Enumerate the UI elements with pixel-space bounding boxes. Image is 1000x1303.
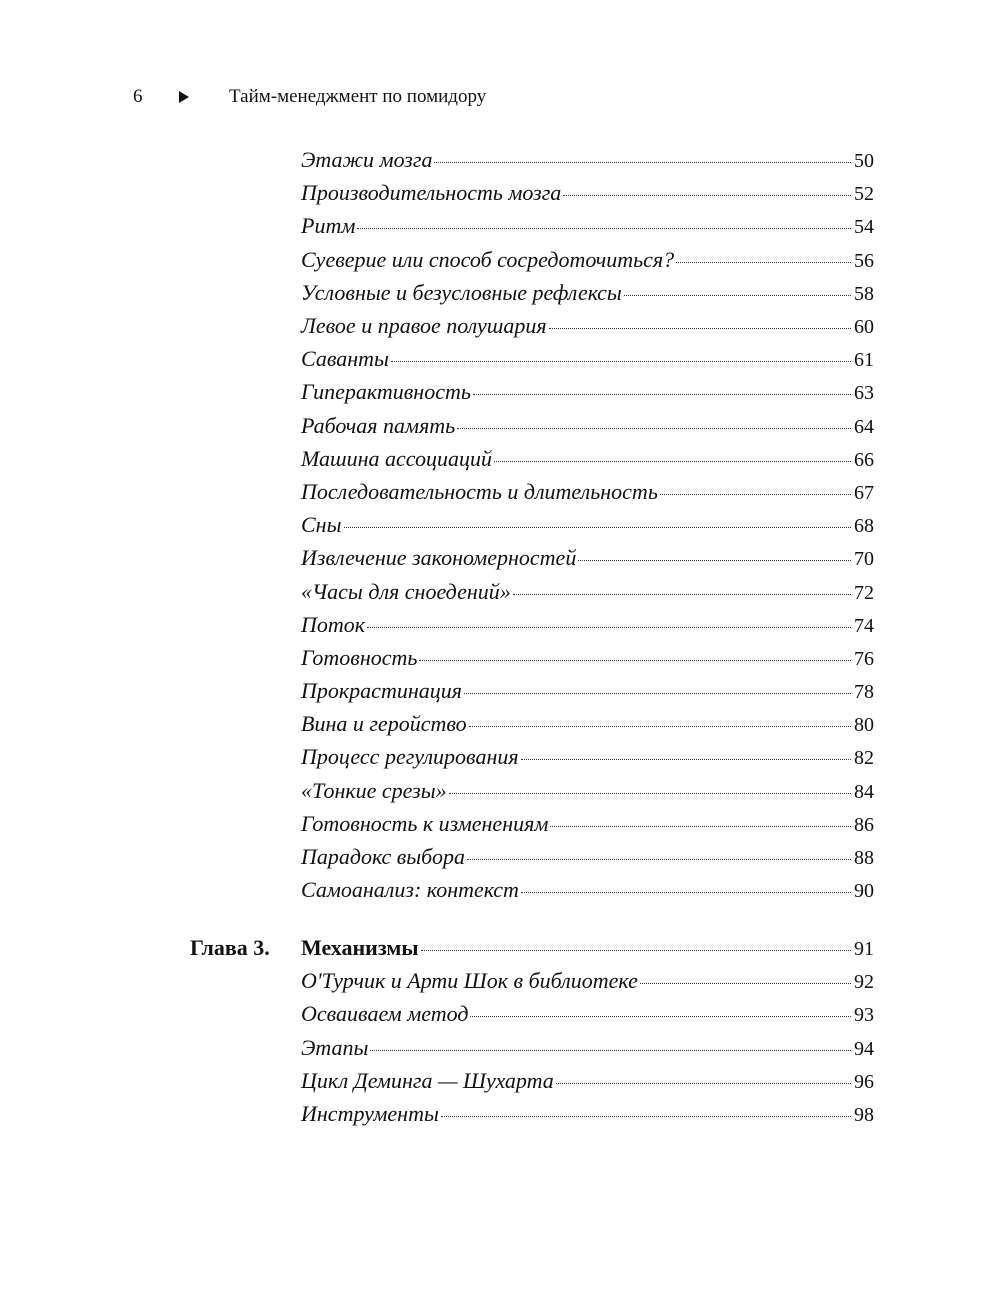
toc-entry-title: Последовательность и длительность — [301, 479, 658, 504]
toc-entry-page: 60 — [854, 316, 874, 338]
dot-leader — [370, 1050, 851, 1051]
toc-entry[interactable] — [301, 1066, 874, 1096]
dot-leader — [624, 295, 851, 296]
toc-entry[interactable] — [301, 577, 874, 607]
toc-entry-title: Готовность — [301, 645, 418, 670]
chapter-title: Механизмы — [301, 935, 419, 960]
toc-entry-page: 84 — [854, 781, 874, 803]
toc-entry[interactable] — [301, 742, 874, 772]
toc-entry-page: 94 — [854, 1038, 874, 1060]
toc-entry-page: 90 — [854, 880, 874, 902]
toc-entry-page: 70 — [854, 548, 874, 570]
dot-leader — [419, 660, 851, 661]
dot-leader — [449, 793, 851, 794]
toc-entry-page: 64 — [854, 416, 874, 438]
toc-entry-title: «Тонкие срезы» — [301, 778, 447, 803]
toc-entry[interactable] — [301, 245, 874, 275]
chapter-label: Глава 3. — [190, 935, 270, 960]
toc-entry[interactable] — [301, 999, 874, 1029]
toc-entry[interactable] — [301, 776, 874, 806]
dot-leader — [563, 195, 851, 196]
dot-leader — [457, 428, 851, 429]
toc-entry-page: 54 — [854, 216, 874, 238]
toc-entry-title: Самоанализ: контекст — [301, 877, 519, 902]
toc-entry-title: Саванты — [301, 346, 389, 371]
toc-entry[interactable] — [301, 842, 874, 872]
toc-entry-page: 88 — [854, 847, 874, 869]
toc-entry-title: Прокрастинация — [301, 678, 462, 703]
dot-leader — [513, 594, 851, 595]
toc-entry-title: Парадокс выбора — [301, 844, 465, 869]
toc-entry-title: Этажи мозга — [301, 147, 433, 172]
toc-entry-page: 82 — [854, 747, 874, 769]
running-head — [133, 86, 486, 108]
toc-entry[interactable] — [301, 344, 874, 374]
toc-entry[interactable] — [301, 178, 874, 208]
dot-leader — [521, 892, 851, 893]
toc-entry-page: 66 — [854, 449, 874, 471]
dot-leader — [473, 394, 851, 395]
toc-entry[interactable] — [301, 1099, 874, 1129]
toc-entry-page: 93 — [854, 1004, 874, 1026]
toc-entry-page: 63 — [854, 382, 874, 404]
toc-entry-title: Готовность к изменениям — [301, 811, 549, 836]
toc-entry-page: 61 — [854, 349, 874, 371]
toc-entry-page: 50 — [854, 150, 874, 172]
toc-entry[interactable] — [301, 543, 874, 573]
toc-entry[interactable] — [301, 444, 874, 474]
dot-leader — [470, 1016, 851, 1017]
book-title: Тайм-менеджмент по помидору — [229, 86, 487, 107]
toc-entry[interactable] — [301, 211, 874, 241]
toc-entry-title: Инструменты — [301, 1101, 439, 1126]
dot-leader — [434, 162, 851, 163]
toc-entry[interactable] — [301, 809, 874, 839]
dot-leader — [469, 726, 851, 727]
toc-entry-page: 86 — [854, 814, 874, 836]
toc-entry-page: 96 — [854, 1071, 874, 1093]
toc-entry-page: 56 — [854, 250, 874, 272]
toc-entry-title: Условные и безусловные рефлексы — [301, 280, 622, 305]
toc-entry[interactable] — [301, 145, 874, 175]
toc-entry-page: 58 — [854, 283, 874, 305]
toc-entry-title: Процесс регулирования — [301, 744, 519, 769]
toc-entry-page: 91 — [854, 938, 874, 960]
toc-entry-title: Ритм — [301, 213, 356, 238]
toc-entry[interactable] — [301, 477, 874, 507]
dot-leader — [467, 859, 851, 860]
toc-entry-page: 52 — [854, 183, 874, 205]
toc-entry[interactable] — [301, 610, 874, 640]
toc-entry-title: Сны — [301, 512, 342, 537]
dot-leader — [357, 228, 851, 229]
toc-entry-title: О'Турчик и Арти Шок в библиотеке — [301, 968, 638, 993]
toc-entry-page: 78 — [854, 681, 874, 703]
toc-entry[interactable] — [301, 411, 874, 441]
toc-entry-title: Рабочая память — [301, 413, 456, 438]
toc-entry-title: Цикл Деминга — Шухарта — [301, 1068, 554, 1093]
dot-leader — [367, 627, 851, 628]
toc-entry-title: Осваиваем метод — [301, 1001, 469, 1026]
toc-entry[interactable] — [301, 709, 874, 739]
toc-entry-title: Машина ассоциаций — [301, 446, 493, 471]
toc-entry-title: Производительность мозга — [301, 180, 562, 205]
toc-entry-title: «Часы для сноедений» — [301, 579, 511, 604]
dot-leader — [550, 826, 851, 827]
toc-entry-title: Извлечение закономерностей — [301, 545, 577, 570]
toc-entry-page: 72 — [854, 582, 874, 604]
toc-entry[interactable] — [301, 311, 874, 341]
dot-leader — [464, 693, 851, 694]
toc-entry[interactable] — [301, 875, 874, 905]
dot-leader — [556, 1083, 851, 1084]
toc-entry-title: Гиперактивность — [301, 379, 471, 404]
toc-entry-page: 80 — [854, 714, 874, 736]
triangle-arrow-icon — [179, 91, 189, 103]
toc-entry[interactable] — [301, 377, 874, 407]
toc-entry[interactable] — [301, 966, 874, 996]
toc-entry[interactable] — [301, 643, 874, 673]
toc-entry[interactable] — [301, 676, 874, 706]
toc-entry-title: Вина и геройство — [301, 711, 467, 736]
toc-chapter-entry[interactable] — [301, 933, 874, 963]
toc-entry-title: Левое и правое полушария — [301, 313, 547, 338]
toc-entry-page: 92 — [854, 971, 874, 993]
dot-leader — [640, 983, 851, 984]
toc-entry-page: 98 — [854, 1104, 874, 1126]
toc-entry-page: 68 — [854, 515, 874, 537]
page-number: 6 — [133, 86, 143, 107]
toc-entry[interactable] — [301, 1033, 874, 1063]
toc-entry-title: Суеверие или способ сосредоточиться? — [301, 247, 675, 272]
toc-entry-title: Поток — [301, 612, 366, 637]
toc-entry[interactable] — [301, 510, 874, 540]
dot-leader — [549, 328, 851, 329]
dot-leader — [421, 950, 851, 951]
toc-entry-title: Этапы — [301, 1035, 369, 1060]
toc-entry-page: 76 — [854, 648, 874, 670]
dot-leader — [578, 560, 851, 561]
toc-entry[interactable] — [301, 278, 874, 308]
dot-leader — [521, 759, 851, 760]
dot-leader — [441, 1116, 851, 1117]
dot-leader — [494, 461, 851, 462]
dot-leader — [660, 494, 851, 495]
dot-leader — [344, 527, 852, 528]
toc-entry-page: 67 — [854, 482, 874, 504]
toc-entry-page: 74 — [854, 615, 874, 637]
dot-leader — [391, 361, 851, 362]
dot-leader — [676, 262, 851, 263]
